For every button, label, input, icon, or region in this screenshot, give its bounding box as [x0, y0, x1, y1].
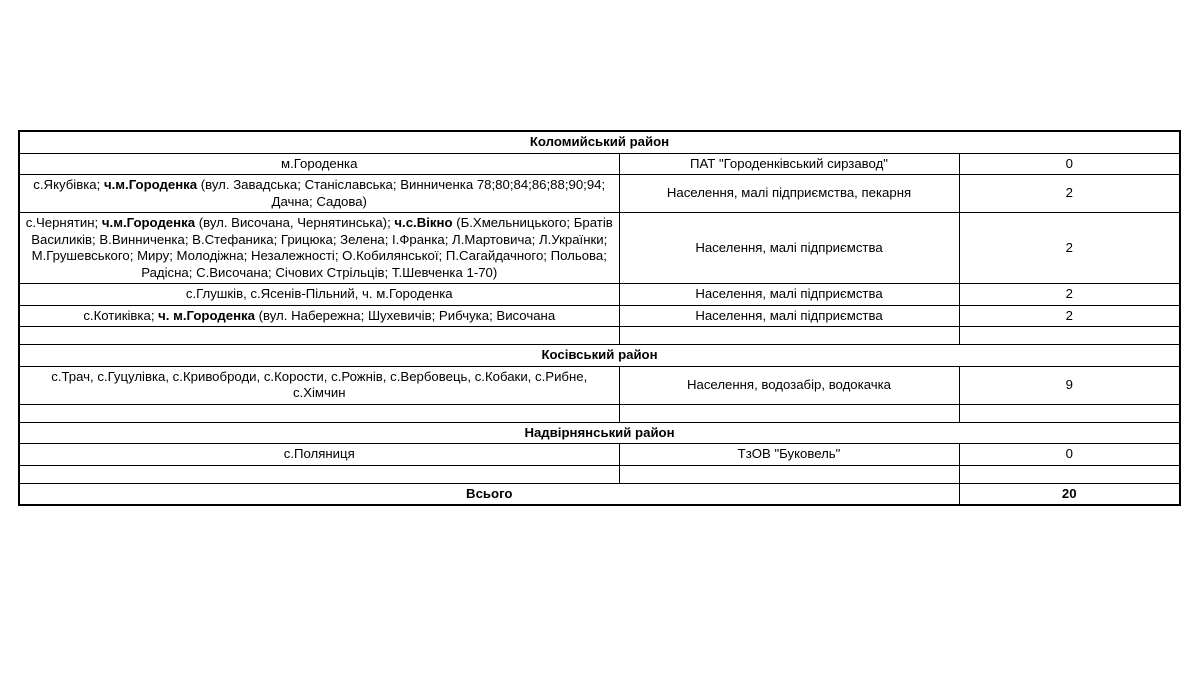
consumer-cell: Населення, малі підприємства — [619, 284, 959, 306]
spacer-cell-b — [619, 327, 959, 345]
location-cell: с.Чернятин; ч.м.Городенка (вул. Височана, Чернятинська); ч.с.Вікно (Б.Хмельницького; Братів Василиків; В.Винниченка; В.Стефаника; Грицюка; Зелена; І.Франка; Л.Мартовича; Л.Українки; М.Грушевського; Миру; Молодіжна; Незалежності; О.Кобилянської; П.Сагайдачного; Польова; Радісна; С.Височана; Січових Стрільців; Т.Шевченка 1-70) — [19, 213, 619, 284]
spacer-cell-a — [19, 465, 619, 483]
consumer-cell: ТзОВ "Буковель" — [619, 444, 959, 466]
spacer-cell-b — [619, 404, 959, 422]
count-cell: 2 — [959, 284, 1180, 306]
section-header-row — [19, 131, 1180, 153]
outage-table-container — [18, 130, 1181, 506]
spacer-cell-a — [19, 404, 619, 422]
count-cell: 9 — [959, 366, 1180, 404]
consumer-cell: Населення, малі підприємства — [619, 213, 959, 284]
section-header-row — [19, 422, 1180, 444]
table-row — [19, 153, 1180, 175]
spacer-row — [19, 327, 1180, 345]
total-row — [19, 483, 1180, 505]
location-cell: с.Поляниця — [19, 444, 619, 466]
location-cell: с.Котиківка; ч. м.Городенка (вул. Набережна; Шухевичів; Рибчука; Височана — [19, 305, 619, 327]
consumer-cell: Населення, водозабір, водокачка — [619, 366, 959, 404]
outage-table — [18, 130, 1181, 506]
section-header-row — [19, 345, 1180, 367]
table-row — [19, 366, 1180, 404]
count-cell: 0 — [959, 444, 1180, 466]
section-title: Коломийський район — [19, 131, 1180, 153]
count-cell: 2 — [959, 175, 1180, 213]
location-cell: с.Якубівка; ч.м.Городенка (вул. Завадська; Станіславська; Винниченка 78;80;84;86;88;90;94; Дачна; Садова) — [19, 175, 619, 213]
total-value: 20 — [959, 483, 1180, 505]
table-row — [19, 213, 1180, 284]
count-cell: 2 — [959, 213, 1180, 284]
location-cell: с.Глушків, с.Ясенів-Пільний, ч. м.Городенка — [19, 284, 619, 306]
spacer-row — [19, 404, 1180, 422]
spacer-cell-b — [619, 465, 959, 483]
section-title: Надвірнянський район — [19, 422, 1180, 444]
table-row — [19, 175, 1180, 213]
spacer-cell-c — [959, 465, 1180, 483]
spacer-cell-c — [959, 404, 1180, 422]
consumer-cell: Населення, малі підприємства — [619, 305, 959, 327]
consumer-cell: ПАТ "Городенківський сирзавод" — [619, 153, 959, 175]
location-cell: с.Трач, с.Гуцулівка, с.Кривоброди, с.Корости, с.Рожнів, с.Вербовець, с.Кобаки, с.Рибне, с.Хімчин — [19, 366, 619, 404]
spacer-cell-a — [19, 327, 619, 345]
consumer-cell: Населення, малі підприємства, пекарня — [619, 175, 959, 213]
count-cell: 0 — [959, 153, 1180, 175]
table-body — [19, 131, 1180, 505]
table-row — [19, 305, 1180, 327]
table-row — [19, 284, 1180, 306]
count-cell: 2 — [959, 305, 1180, 327]
total-label: Всього — [19, 483, 959, 505]
location-cell: м.Городенка — [19, 153, 619, 175]
spacer-cell-c — [959, 327, 1180, 345]
section-title: Косівський район — [19, 345, 1180, 367]
spacer-row — [19, 465, 1180, 483]
table-row — [19, 444, 1180, 466]
